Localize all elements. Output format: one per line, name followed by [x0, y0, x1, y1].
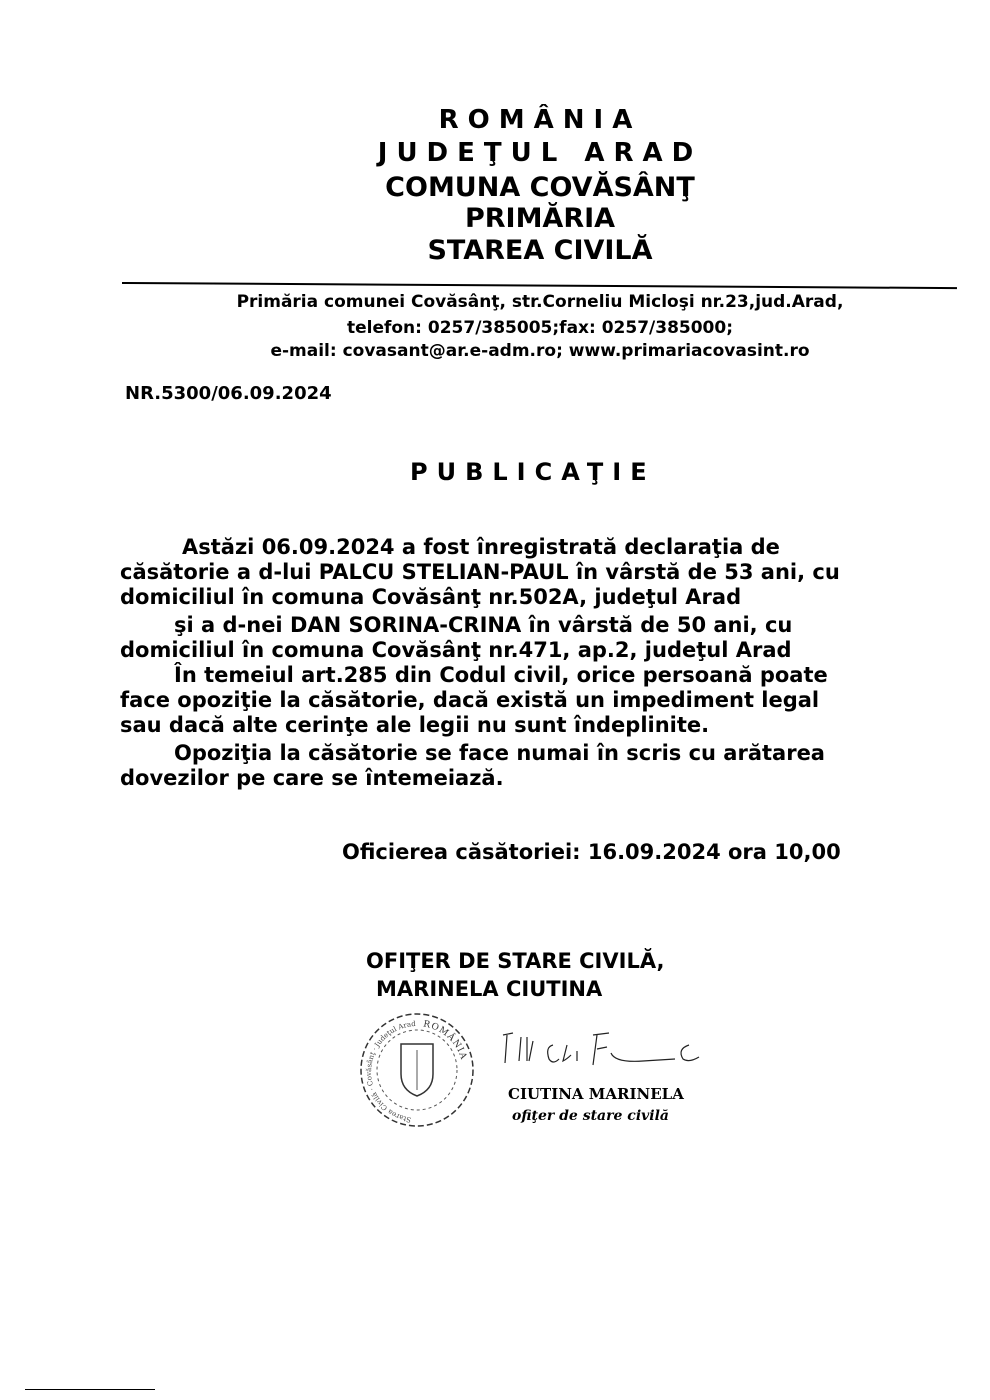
official-stamp-icon	[355, 1010, 480, 1130]
body-line: căsătorie a d-lui PALCU STELIAN-PAUL în vârstă de 53 ani, cu	[120, 560, 840, 584]
header-civil-status: STAREA CIVILĂ	[427, 235, 653, 266]
stamp-name: CIUTINA MARINELA	[508, 1085, 684, 1103]
header-commune: COMUNA COVĂSÂNŢ	[385, 172, 695, 203]
contact-address: Primăria comunei Covăsânţ, str.Corneliu Micloşi nr.23,jud.Arad,	[236, 292, 844, 312]
svg-text:ROMÂNIA	[422, 1019, 468, 1061]
publication-body	[120, 535, 890, 791]
footer-divider	[25, 1389, 155, 1390]
body-line: sau dacă alte cerinţe ale legii nu sunt îndeplinite.	[120, 713, 710, 737]
header-country: ROMÂNIA	[438, 105, 642, 135]
publication-title: PUBLICAŢIE	[410, 458, 656, 486]
contact-phone: telefon: 0257/385005;fax: 0257/385000;	[346, 318, 734, 338]
signatory-block	[366, 947, 664, 1003]
header-city-hall: PRIMĂRIA	[464, 203, 616, 234]
stamp-ring-text: Starea Civilă · Covăsânţ · Judeţul Arad	[365, 1019, 417, 1124]
body-line: dovezilor pe care se întemeiază.	[120, 766, 504, 790]
stamp-top-text: ROMÂNIA	[422, 1019, 469, 1062]
body-line: Opoziţia la căsătorie se face numai în scris cu arătarea	[174, 741, 825, 765]
body-line: face opoziţie la căsătorie, dacă există un impediment legal	[120, 688, 820, 712]
contact-email: e-mail: covasant@ar.e-adm.ro; www.primariacovasint.ro	[270, 341, 810, 361]
body-line: domiciliul în comuna Covăsânţ nr.502A, judeţul Arad	[120, 585, 742, 609]
body-line: În temeiul art.285 din Codul civil, orice persoană poate	[174, 663, 828, 687]
registration-number: NR.5300/06.09.2024	[125, 383, 332, 404]
signatory-title: OFIŢER DE STARE CIVILĂ,	[366, 949, 665, 973]
header-divider	[122, 282, 957, 289]
stamp-role: ofiţer de stare civilă	[512, 1108, 669, 1124]
body-line: domiciliul în comuna Covăsânţ nr.471, ap.2, judeţul Arad	[120, 638, 792, 662]
handwritten-signature-icon	[493, 1015, 723, 1075]
header-county: JUDEŢUL ARAD	[377, 138, 703, 168]
officiation-date: Oficierea căsătoriei: 16.09.2024 ora 10,00	[342, 840, 841, 864]
body-line: şi a d-nei DAN SORINA-CRINA în vârstă de 50 ani, cu	[174, 613, 793, 637]
body-line: Astăzi 06.09.2024 a fost înregistrată declaraţia de	[182, 535, 780, 559]
signatory-name: MARINELA CIUTINA	[376, 977, 603, 1001]
